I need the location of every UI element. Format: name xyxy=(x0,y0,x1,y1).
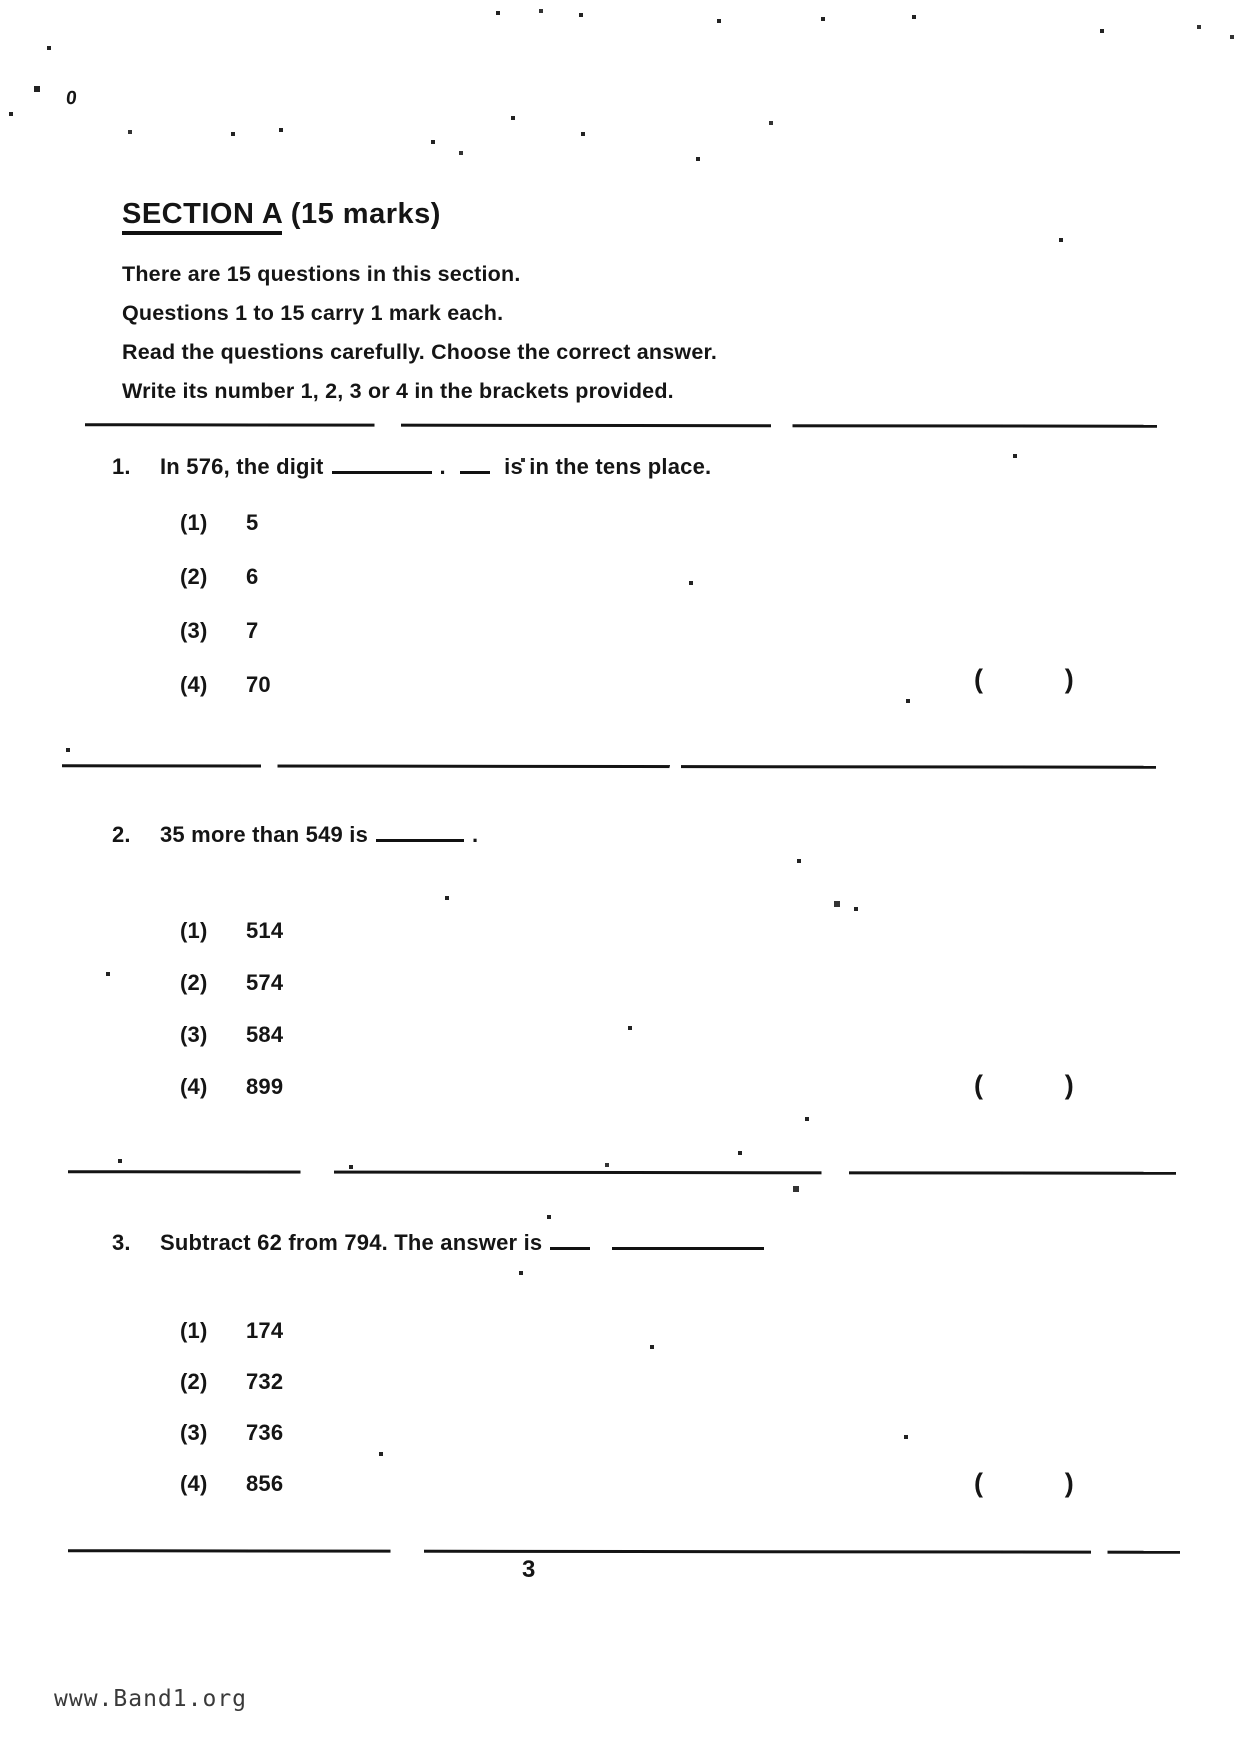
question-number: 3. xyxy=(112,1230,131,1255)
option-label: (1) xyxy=(180,918,208,943)
option-label: (3) xyxy=(180,1420,208,1445)
page-number: 3 xyxy=(522,1556,536,1583)
option-row xyxy=(180,1367,1122,1397)
option-row xyxy=(180,562,1122,592)
option-row xyxy=(180,1418,1122,1448)
scan-noise xyxy=(0,0,2,2)
answer-bracket-close: ) xyxy=(1064,1070,1074,1100)
question-3-text xyxy=(112,1228,1122,1258)
option-value: 574 xyxy=(246,970,284,995)
option-row xyxy=(180,916,1122,946)
answer-blank-line xyxy=(332,453,432,474)
option-value: 899 xyxy=(246,1074,284,1099)
divider xyxy=(68,1170,1176,1175)
divider xyxy=(62,764,1167,769)
answer-blank-line xyxy=(460,453,490,474)
option-label: (3) xyxy=(180,618,208,643)
option-value: 174 xyxy=(246,1318,284,1343)
option-row xyxy=(180,1316,1122,1346)
section-instructions xyxy=(122,255,717,411)
option-value: 6 xyxy=(246,564,259,589)
instruction-line: There are 15 questions in this section. xyxy=(122,262,521,286)
option-label: (2) xyxy=(180,564,208,589)
option-row xyxy=(180,616,1122,646)
option-label: (2) xyxy=(180,970,208,995)
question-1 xyxy=(112,452,1122,724)
stem-before-blank: In 576, the digit xyxy=(160,454,324,479)
option-label: (4) xyxy=(180,672,208,697)
answer-bracket-close: ) xyxy=(1064,1468,1074,1498)
question-number: 2. xyxy=(112,822,131,847)
question-stem xyxy=(160,820,478,850)
footer-watermark: www.Band1.org xyxy=(54,1686,248,1712)
stem-after-blank: is in the tens place. xyxy=(504,454,712,479)
section-title xyxy=(122,198,441,231)
option-value: 7 xyxy=(246,618,259,643)
answer-blank-line xyxy=(612,1229,764,1250)
divider xyxy=(68,1549,1180,1554)
question-number: 1. xyxy=(112,454,131,479)
stem-before-blank: 35 more than 549 is xyxy=(160,822,369,847)
option-label: (4) xyxy=(180,1471,208,1496)
instruction-line: Read the questions carefully. Choose the correct answer. xyxy=(122,340,718,364)
answer-bracket-open: ( xyxy=(974,1468,984,1498)
question-2-text xyxy=(112,820,1122,850)
question-2 xyxy=(112,820,1122,1124)
option-value: 70 xyxy=(246,672,271,697)
question-3 xyxy=(112,1228,1122,1520)
answer-blank-line xyxy=(376,821,464,842)
instruction-line: Write its number 1, 2, 3 or 4 in the brackets provided. xyxy=(122,379,674,403)
answer-bracket-open: ( xyxy=(974,1070,984,1100)
option-label: (1) xyxy=(180,510,208,535)
option-value: 736 xyxy=(246,1420,284,1445)
answer-bracket-close: ) xyxy=(1064,664,1074,694)
option-row xyxy=(180,1020,1122,1050)
answer-brackets xyxy=(974,1070,1074,1101)
option-value: 732 xyxy=(246,1369,284,1394)
answer-blank-line xyxy=(550,1229,590,1250)
option-label: (1) xyxy=(180,1318,208,1343)
option-value: 584 xyxy=(246,1022,284,1047)
option-label: (4) xyxy=(180,1074,208,1099)
stem-before-blank: Subtract 62 from 794. The answer is xyxy=(160,1230,543,1255)
section-title-underlined: SECTION A xyxy=(122,198,282,235)
option-label: (2) xyxy=(180,1369,208,1394)
instruction-line: Questions 1 to 15 carry 1 mark each. xyxy=(122,301,504,325)
option-row xyxy=(180,968,1122,998)
divider xyxy=(85,423,1157,427)
stem-after-blank: . xyxy=(472,822,479,847)
answer-brackets xyxy=(974,1468,1074,1499)
option-value: 514 xyxy=(246,918,284,943)
option-row xyxy=(180,508,1122,538)
answer-bracket-open: ( xyxy=(974,664,984,694)
option-value: 5 xyxy=(246,510,259,535)
option-label: (3) xyxy=(180,1022,208,1047)
question-stem: In 576, the digit . is in the tens place. xyxy=(160,454,712,479)
answer-brackets xyxy=(974,664,1074,695)
question-stem xyxy=(160,1228,772,1258)
scan-artifact-mark: 0 xyxy=(64,88,78,109)
section-title-marks: (15 marks) xyxy=(282,198,441,230)
option-value: 856 xyxy=(246,1471,284,1496)
question-1-text xyxy=(112,452,1122,482)
